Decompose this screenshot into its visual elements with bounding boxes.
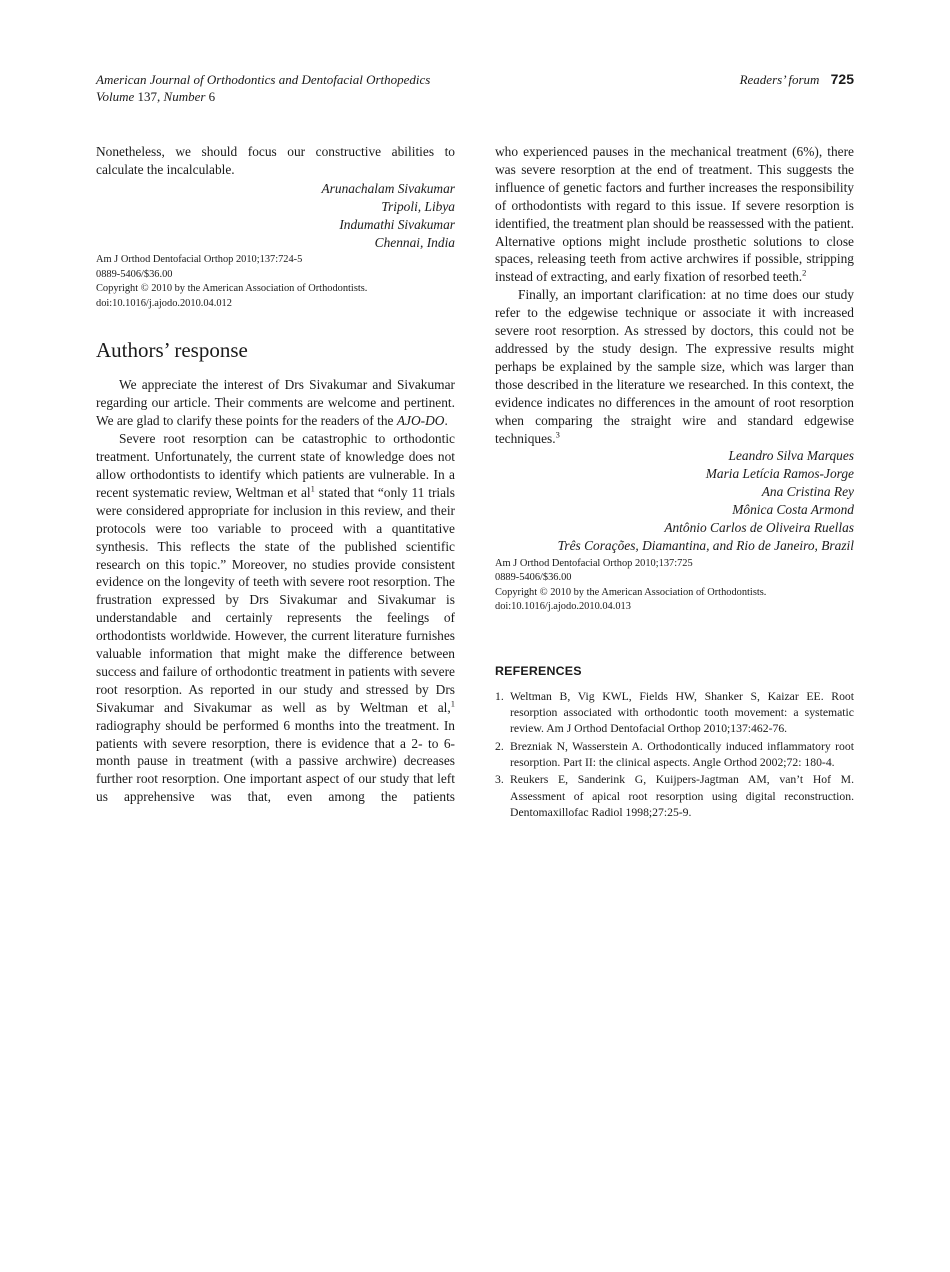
signature-line: Três Corações, Diamantina, and Rio de Janeiro, Brazil (557, 537, 854, 553)
reference-text: Weltman B, Vig KWL, Fields HW, Shanker S, Kaizar EE. Root resorption associated with orthodontic tooth movement: a systematic review. Am J Orthod Dentofacial Orthop 2010;137:462-76. (510, 689, 854, 736)
references-heading: REFERENCES (495, 663, 582, 678)
reference-item (495, 689, 854, 738)
reference-item (495, 739, 854, 772)
text-run: We appreciate the interest of Drs Sivakumar and Sivakumar regarding our article. Their comments are welcome and pertinent. We are glad to clarify these points for the readers of the (96, 377, 455, 429)
reference-list (495, 689, 854, 821)
signature-line: Arunachalam Sivakumar (321, 180, 455, 196)
signature-line: Chennai, India (374, 234, 455, 250)
meta-issn: 0889-5406/$36.00 (96, 268, 173, 280)
response-citation-meta (495, 557, 854, 615)
letter-signatures (96, 180, 455, 252)
left-column (96, 143, 455, 806)
meta-doi: doi:10.1016/j.ajodo.2010.04.013 (495, 601, 631, 613)
citation-superscript: 3 (555, 429, 560, 440)
signature-line: Tripoli, Libya (381, 198, 455, 214)
section-header (740, 71, 854, 88)
section-name: Readers’ forum (739, 72, 820, 87)
right-column (495, 143, 854, 822)
volume-number: 137, (137, 89, 161, 104)
signature-line: Antônio Carlos de Oliveira Ruellas (664, 520, 854, 536)
journal-abbrev: AJO-DO (396, 413, 445, 429)
letter-citation-meta (96, 253, 455, 311)
signature-line: Mônica Costa Armond (732, 502, 854, 518)
journal-title: American Journal of Orthodontics and Dentofacial Orthopedics (96, 72, 431, 87)
signature-line: Ana Cristina Rey (761, 484, 854, 500)
meta-citation: Am J Orthod Dentofacial Orthop 2010;137:724-5 (96, 254, 303, 266)
reference-number: 2. (495, 739, 504, 753)
issue-number: 6 (208, 89, 216, 104)
authors-response-heading: Authors’ response (96, 338, 248, 363)
citation-superscript: 2 (802, 267, 807, 278)
meta-doi: doi:10.1016/j.ajodo.2010.04.012 (96, 297, 232, 309)
response-paragraph-1 (96, 376, 455, 430)
volume-label: Volume (96, 89, 135, 104)
text-run: who experienced pauses in the mechanical treatment (6%), there was severe resorption at the end of treatment. This suggests the influence of genetic factors and further increases the responsibility of orthodontists with regard to this issue. If severe resorption is identified, the treatment plan should be reassessed with the patient. Alternative options might include prosthetic solutions to close spaces, releasing teeth from active archwires if possible, stripping instead of extracting, and early fixation of resorbed teeth. (495, 144, 854, 285)
citation-superscript: 1 (450, 698, 455, 709)
response-signatures (495, 447, 854, 554)
citation-superscript: 1 (310, 483, 315, 494)
page-number: 725 (830, 71, 854, 87)
meta-issn: 0889-5406/$36.00 (495, 572, 572, 584)
journal-citation-header (96, 71, 430, 105)
response-paragraph-2 (96, 430, 455, 806)
text-run: radiography should be performed 6 months into the treatment. In patients with severe resorption, there is evidence that a 2- to 6-month pause in treatment (with a passive archwire) decreases further root resorption. One important aspect of our study that left us apprehensive was that, even among the patients (96, 717, 455, 805)
number-label: Number (163, 89, 206, 104)
text-run: stated that “only 11 trials were considered appropriate for inclusion in this review, and their protocols were too variable to proceed with a quantitative synthesis. This reflects the state of the published scientific research on this topic.” Moreover, no studies provide consistent evidence on the longevity of teeth with severe root resorption. The frustration expressed by Drs Sivakumar and Sivakumar is understandable and certainly represents the feelings of orthodontists worldwide. However, the current literature furnishes valuable information that might make the difference between success and failure of orthodontic treatment in patients with severe root resorption. As reported in our study and stressed by Drs Sivakumar and Sivakumar as well as by Weltman et al, (96, 484, 455, 715)
reference-number: 1. (495, 689, 504, 703)
reference-number: 3. (495, 773, 504, 787)
response-paragraph-3 (495, 286, 854, 447)
signature-line: Leandro Silva Marques (728, 448, 854, 464)
text-run: Severe root resorption can be catastrophic to orthodontic treatment. Unfortunately, the current state of knowledge does not allow orthodontists to identify which patients are vulnerable. In a recent systematic review, Weltman et al (96, 431, 455, 500)
reference-text: Reukers E, Sanderink G, Kuijpers-Jagtman AM, van’t Hof M. Assessment of apical root resorption using digital reconstruction. Dentomaxillofac Radiol 1998;27:25-9. (510, 773, 854, 819)
meta-citation: Am J Orthod Dentofacial Orthop 2010;137:725 (495, 557, 693, 569)
running-header (96, 71, 854, 107)
response-paragraph-2-continued (495, 143, 854, 286)
reference-item (495, 772, 854, 821)
meta-copyright: Copyright © 2010 by the American Association of Orthodontists. (495, 586, 767, 598)
reference-text: Brezniak N, Wasserstein A. Orthodontically induced inflammatory root resorption. Part II: the clinical aspects. Angle Orthod 2002;72: 180-4. (510, 739, 854, 769)
meta-copyright: Copyright © 2010 by the American Association of Orthodontists. (96, 283, 368, 295)
signature-line: Maria Letícia Ramos-Jorge (705, 466, 854, 482)
volume-line (96, 88, 430, 105)
letter-closing-paragraph: Nonetheless, we should focus our constructive abilities to calculate the incalculable. (96, 144, 455, 177)
text-run: . (444, 413, 448, 429)
text-run: Finally, an important clarification: at no time does our study refer to the edgewise technique or associate it with increased severe root resorption. As stressed by doctors, this could not be addressed by the study design. The expressive results might perhaps be explained by the sample size, which was larger than those described in the literature we researched. In this context, the evidence indicates no differences in the amount of root resorption when comparing the straight wire and standard edgewise techniques. (495, 287, 854, 446)
signature-line: Indumathi Sivakumar (339, 216, 455, 232)
